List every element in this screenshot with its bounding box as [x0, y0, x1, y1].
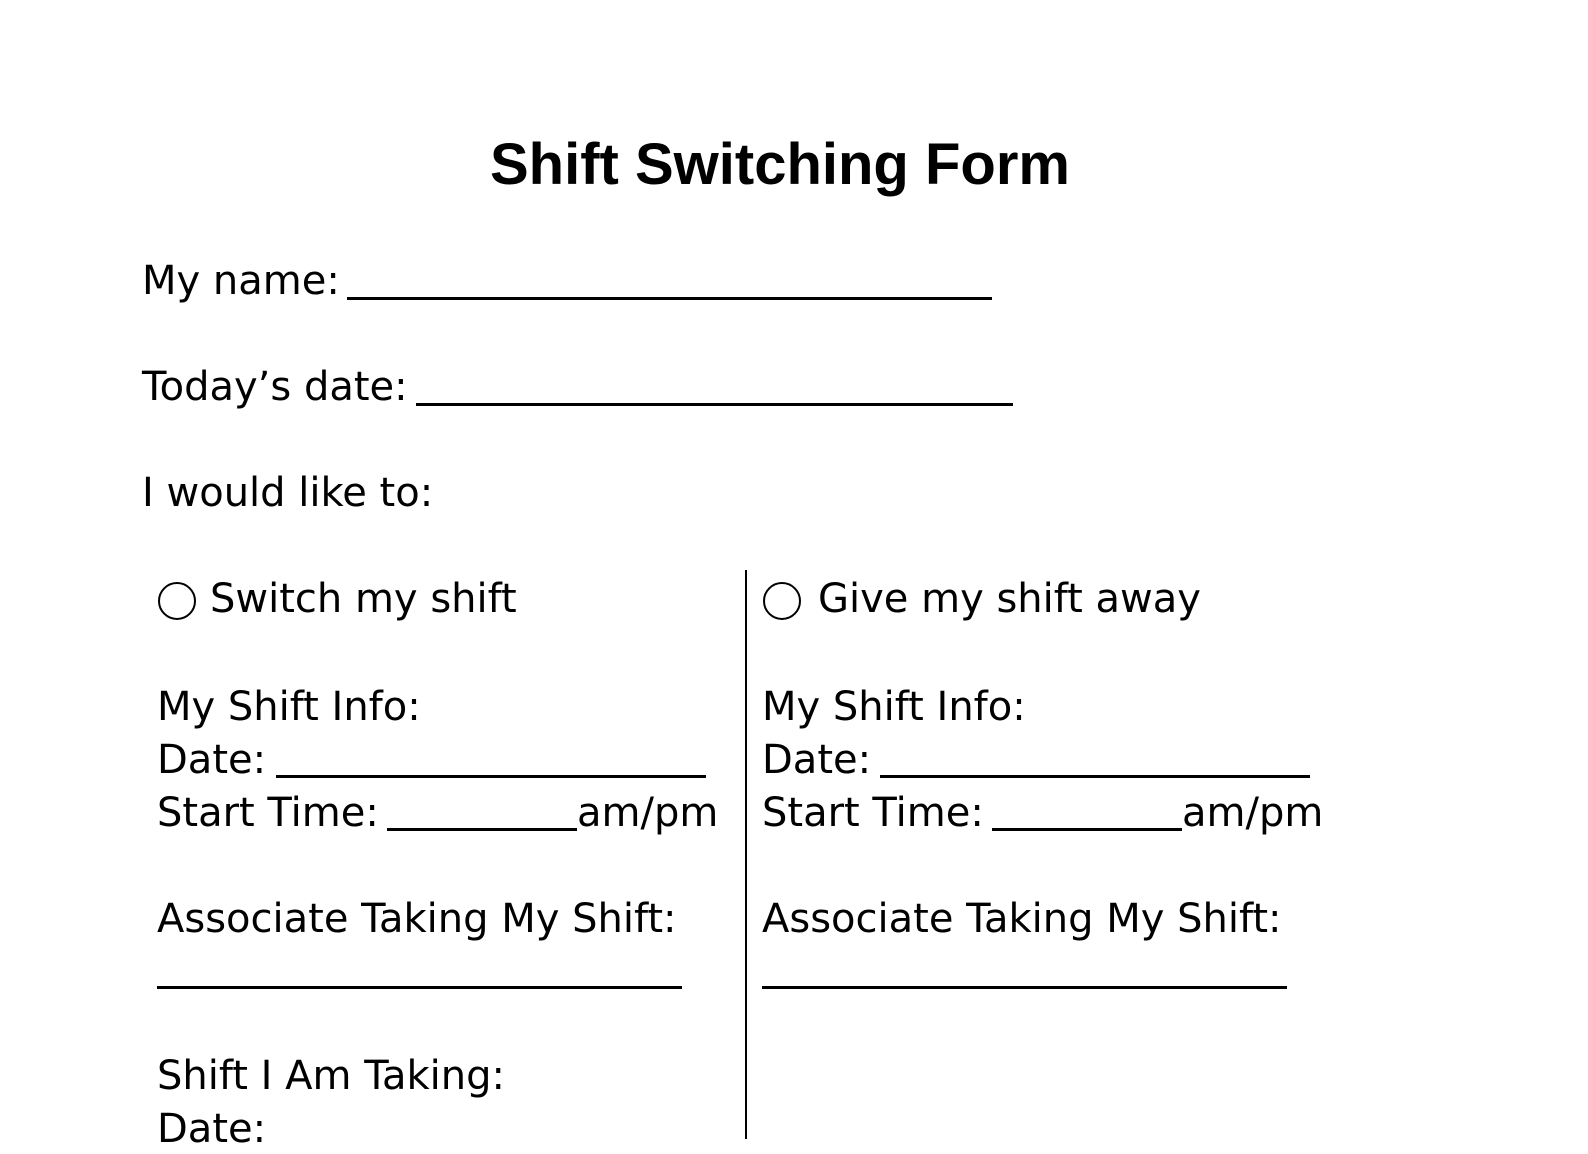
left-date-field[interactable] [276, 775, 706, 778]
my-name-field[interactable] [347, 297, 992, 300]
right-shift-info-label: My Shift Info: [762, 684, 1026, 730]
switch-shift-label: Switch my shift [210, 576, 517, 622]
form-title: Shift Switching Form [490, 132, 1070, 197]
right-associate-field[interactable] [762, 986, 1287, 989]
right-ampm-label: am/pm [1182, 790, 1324, 836]
right-date-field[interactable] [880, 775, 1310, 778]
switch-shift-radio[interactable] [158, 582, 196, 620]
left-start-time-field[interactable] [387, 828, 577, 831]
give-shift-away-radio[interactable] [763, 582, 801, 620]
todays-date-field[interactable] [416, 403, 1013, 406]
left-shift-info-label: My Shift Info: [157, 684, 421, 730]
would-like-label: I would like to: [142, 470, 434, 516]
todays-date-label: Today’s date: [142, 364, 408, 410]
my-name-label: My name: [142, 258, 340, 304]
give-shift-away-label: Give my shift away [818, 576, 1201, 622]
column-divider [745, 570, 747, 1139]
left-date-label: Date: [157, 737, 267, 783]
left-associate-label: Associate Taking My Shift: [157, 896, 677, 942]
left-ampm-label: am/pm [577, 790, 719, 836]
right-date-label: Date: [762, 737, 872, 783]
left-start-time-label: Start Time: [157, 790, 379, 836]
right-start-time-label: Start Time: [762, 790, 984, 836]
shift-taking-label: Shift I Am Taking: [157, 1053, 506, 1099]
right-associate-label: Associate Taking My Shift: [762, 896, 1282, 942]
right-start-time-field[interactable] [992, 828, 1182, 831]
shift-taking-date-label: Date: [157, 1106, 267, 1152]
left-associate-field[interactable] [157, 986, 682, 989]
